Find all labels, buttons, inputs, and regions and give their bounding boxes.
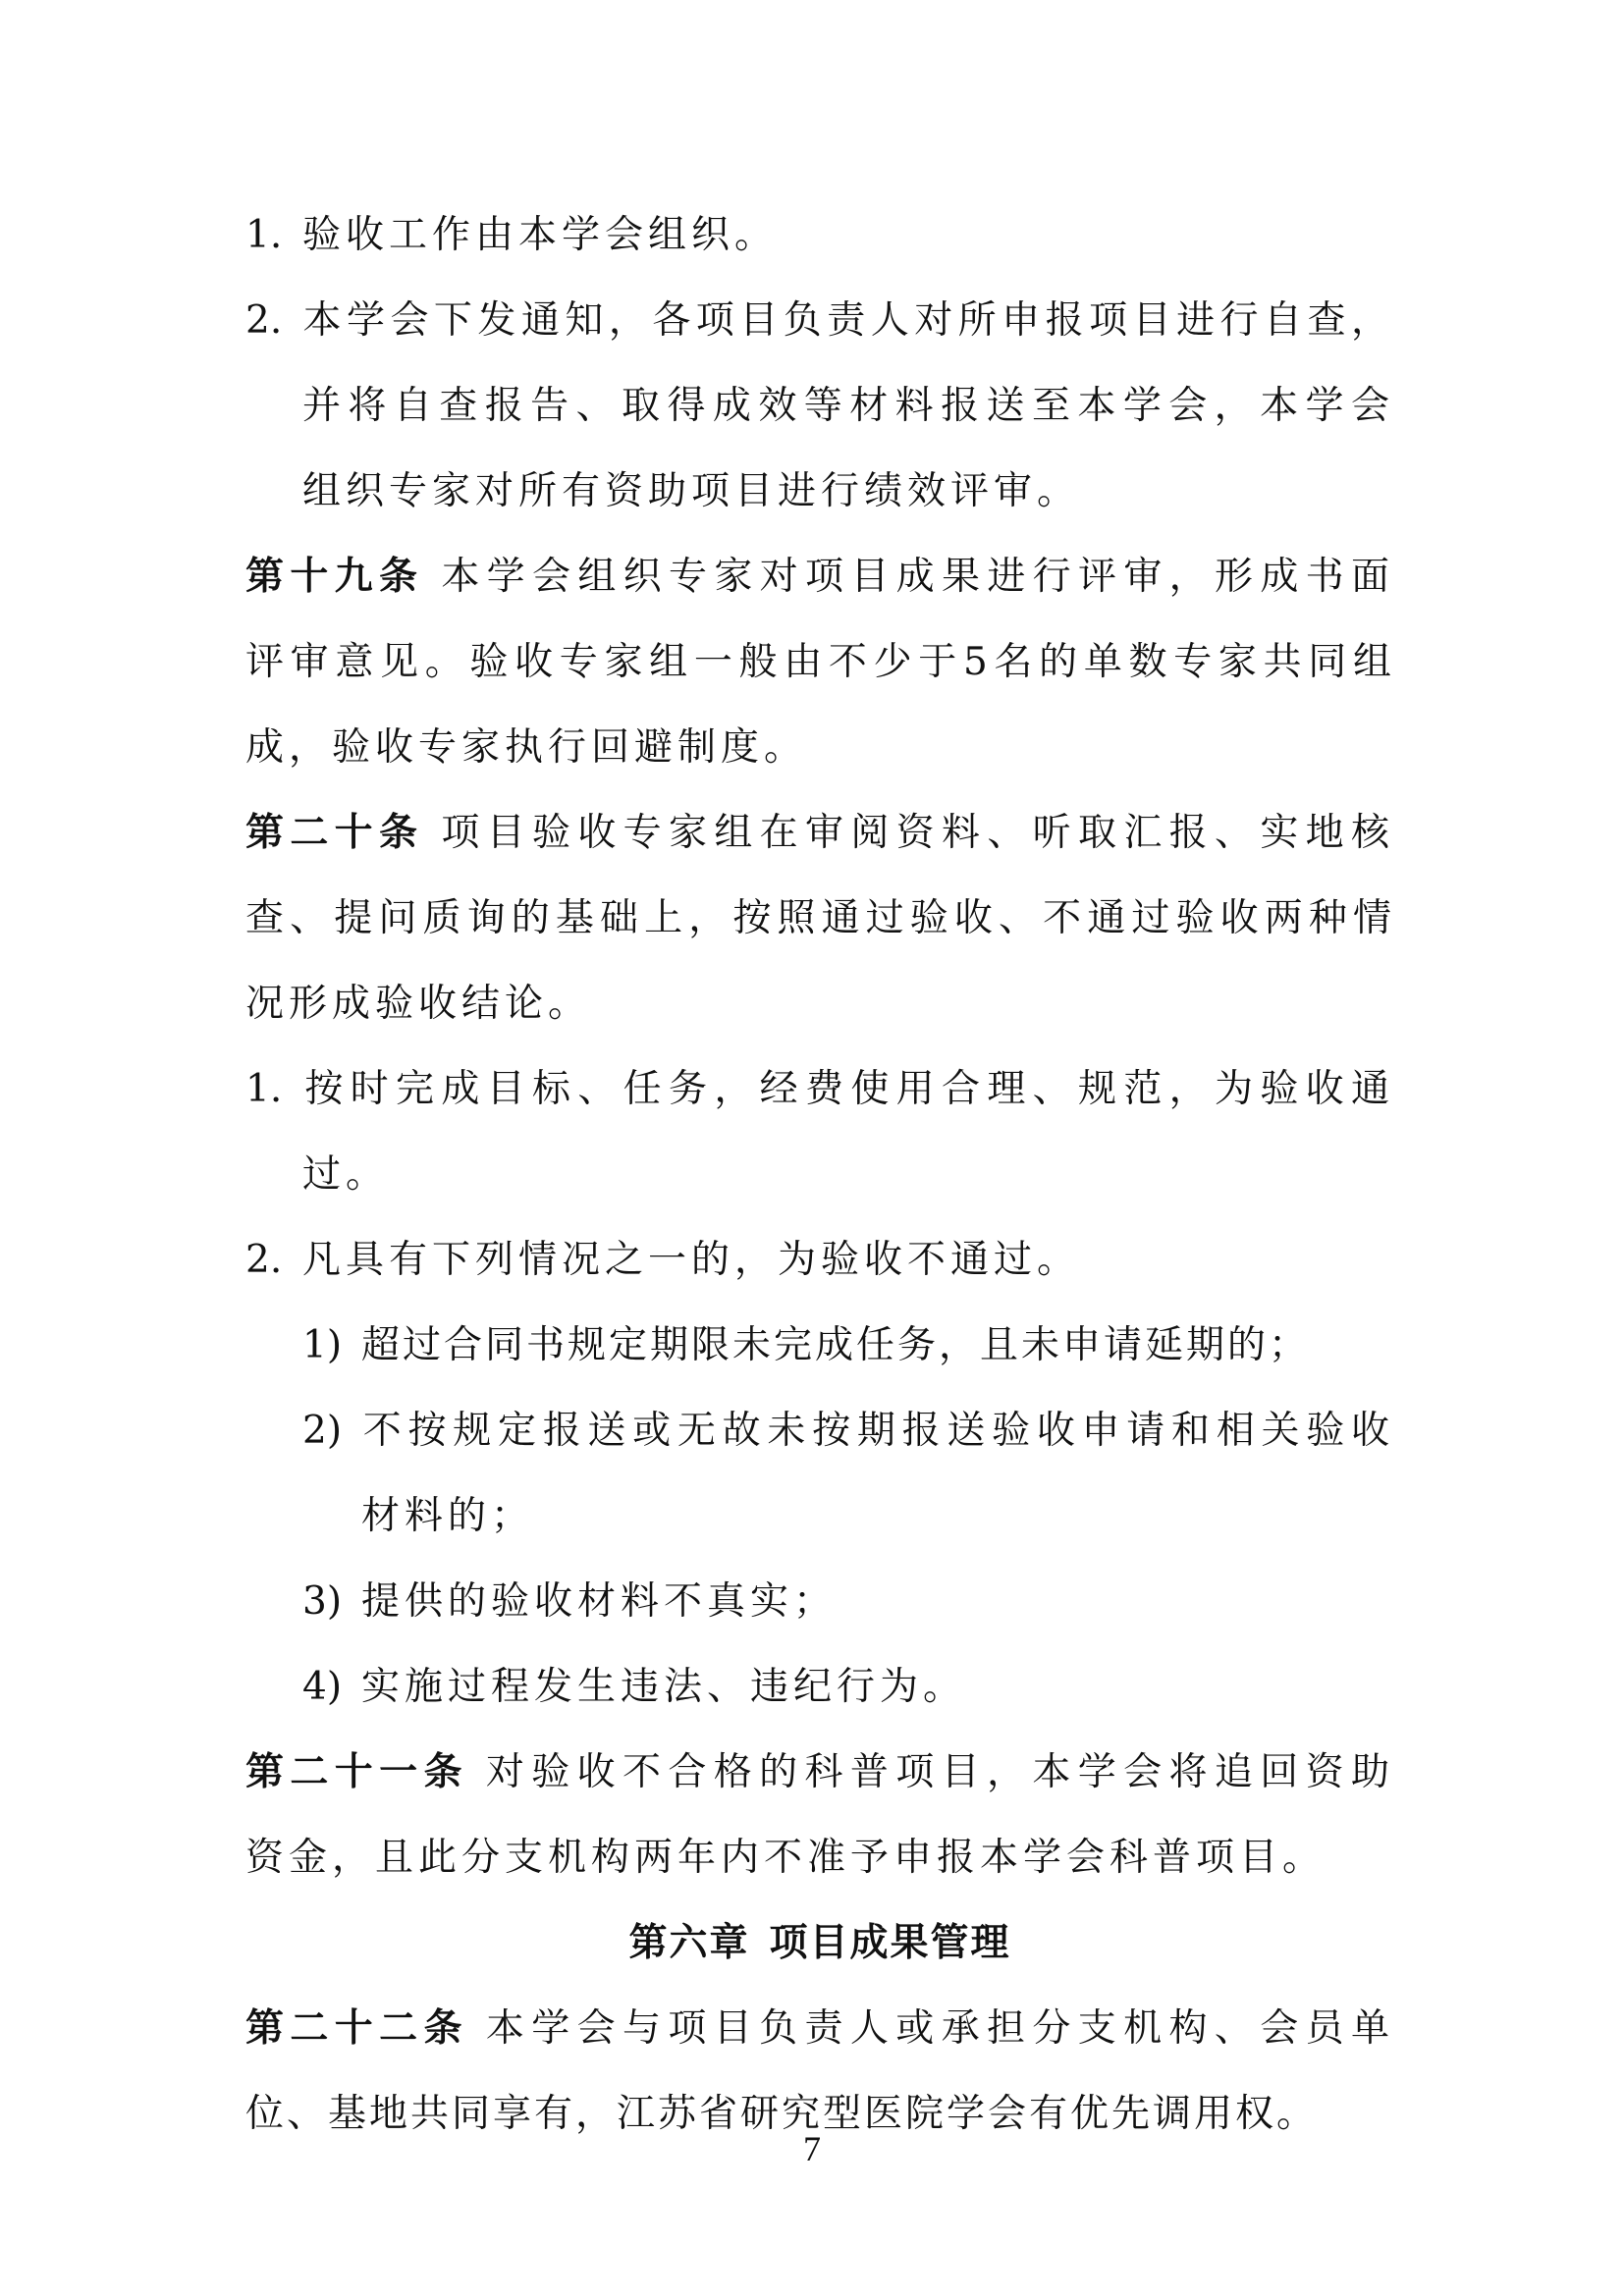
article-label: 第二十条 [245,811,424,855]
article-line: 资金，且此分支机构两年内不准予申报本学会科普项目。 [245,1836,1326,1880]
chapter-title: 项目成果管理 [769,1921,1011,1965]
list-item-continuation: 组织专家对所有资助项目进行绩效评审。 [302,469,1081,513]
sub-list-item [245,1303,1394,1388]
list-text: 凡具有下列情况之一的，为验收不通过。 [302,1238,1081,1282]
article-20 [245,790,1394,876]
sub-list-continuation: 材料的； [361,1494,535,1538]
article-line: 查、提问质询的基础上，按照通过验收、不通过验收两种情 [245,896,1394,940]
sub-list-item [245,1559,1394,1644]
chapter-heading [245,1900,1394,1986]
list-number: 2. [245,298,283,343]
list-item [245,1217,1394,1303]
article-22 [245,1986,1394,2071]
article-label: 第十九条 [245,555,424,599]
article-label: 第二十一条 [245,1750,468,1794]
list-number: 2. [245,1238,283,1282]
list-number: 1. [245,1067,283,1111]
sub-list-text: 不按规定报送或无故未按期报送验收申请和相关验收 [361,1409,1394,1453]
article-line: 评审意见。验收专家组一般由不少于5名的单数专家共同组 [245,640,1394,684]
sub-list-text: 超过合同书规定期限未完成任务，且未申请延期的； [361,1323,1311,1367]
list-item [245,192,1394,278]
article-text: 本学会与项目负责人或承担分支机构、会员单 [485,2006,1394,2051]
list-item [245,1046,1394,1132]
sub-list-item [245,1644,1394,1730]
list-text: 按时完成目标、任务，经费使用合理、规范，为验收通 [302,1067,1394,1111]
sub-list-text: 提供的验收材料不真实； [361,1579,838,1624]
article-21 [245,1730,1394,1815]
list-item [245,278,1394,363]
document-body [245,192,1394,2157]
list-number: 1. [245,213,283,257]
sub-list-number: 3) [302,1579,343,1624]
article-19 [245,534,1394,619]
sub-list-number: 1) [302,1323,343,1367]
article-label: 第二十二条 [245,2006,468,2051]
sub-list-number: 4) [302,1665,343,1709]
article-line: 成，验收专家执行回避制度。 [245,725,808,770]
list-item-continuation: 并将自查报告、取得成效等材料报送至本学会，本学会 [302,384,1394,428]
list-item-continuation: 过。 [302,1152,390,1197]
article-text: 对验收不合格的科普项目，本学会将追回资助 [485,1750,1394,1794]
article-line: 位、基地共同享有，江苏省研究型医院学会有优先调用权。 [245,2092,1319,2136]
page-number: 7 [803,2129,821,2168]
list-text: 本学会下发通知，各项目负责人对所申报项目进行自查， [302,298,1394,343]
chapter-number: 第六章 [628,1921,750,1965]
sub-list-item [245,1388,1394,1473]
sub-list-number: 2) [302,1409,343,1453]
article-line: 况形成验收结论。 [245,982,592,1026]
list-text: 验收工作由本学会组织。 [302,213,779,257]
sub-list-text: 实施过程发生违法、违纪行为。 [361,1665,967,1709]
article-text: 项目验收专家组在审阅资料、听取汇报、实地核 [441,811,1394,855]
article-text: 本学会组织专家对项目成果进行评审，形成书面 [441,555,1394,599]
